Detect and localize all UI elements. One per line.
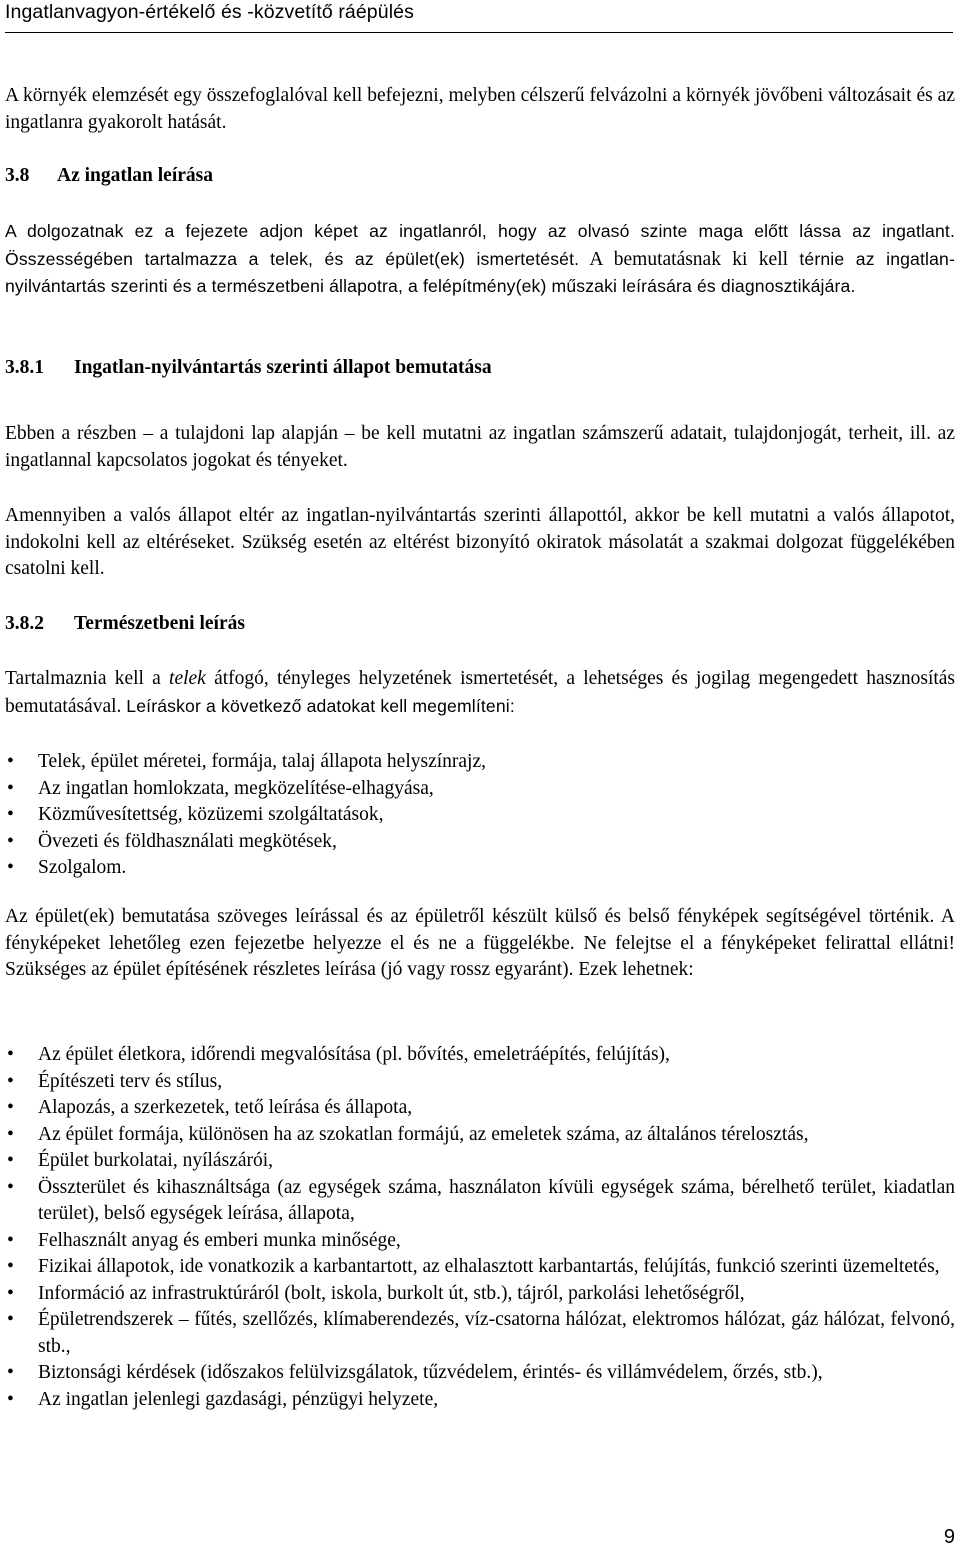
list-item-text: Övezeti és földhasználati megkötések,	[38, 830, 337, 852]
bullet-icon: •	[7, 1388, 14, 1410]
paragraph-sans-part: Leíráskor a következő adatokat kell megemlíteni:	[126, 695, 515, 716]
paragraph-text: Tartalmaznia kell a	[5, 668, 161, 689]
bullet-icon: •	[7, 1229, 14, 1251]
list-item-text: Az ingatlan jelenlegi gazdasági, pénzügyi helyzete,	[38, 1388, 439, 1410]
list-item	[5, 1360, 955, 1387]
bullet-list-2	[5, 1042, 955, 1413]
paragraph-sans-part-2: térnie az ingatlan-nyilvántartás szerinti és a természetbeni állapotra, a felépítmény(ek) műszaki leírására és diagnosztikájára.	[5, 248, 955, 296]
header-divider	[5, 32, 953, 33]
bullet-icon: •	[7, 830, 14, 852]
list-item	[5, 776, 955, 803]
list-item	[5, 802, 955, 829]
list-item-text: Biztonsági kérdések (időszakos felülvizsgálatok, tűzvédelem, érintés- és villámvédelem, őrzés, stb.),	[38, 1362, 823, 1383]
section-3-8-1-paragraph-2: Amennyiben a valós állapot eltér az ingatlan-nyilvántartás szerinti állapottól, akkor be kell mutatni a valós állapotot, indokolni kell az eltéréseket. Szükség esetén az eltérést bizonyító okiratok másolatát a szakmai dolgozat függelékében csatolni kell.	[5, 505, 955, 579]
section-3-8-2-paragraph-1	[5, 666, 955, 720]
list-item	[5, 1042, 955, 1069]
list-item-text: Felhasznált anyag és emberi munka minősége,	[38, 1229, 401, 1251]
bullet-icon: •	[7, 751, 14, 772]
list-item	[5, 1122, 955, 1149]
section-3-8-2-paragraph-2: Az épület(ek) bemutatása szöveges leírással és az épületről készült külső és belső fényképek segítségével történik. A fényképeket lehetőleg ezen fejezetbe helyezze el és ne a függelékbe. Ne felejtse el a fényképeket felirattal ellátni! Szükséges az épület építésének részletes leírása (jó vagy rossz egyaránt). Ezek lehetnek:	[5, 906, 955, 980]
bullet-icon: •	[7, 1097, 14, 1118]
list-item	[5, 1254, 955, 1281]
list-item	[5, 1148, 955, 1175]
heading-number: 3.8.2	[5, 613, 44, 634]
list-item-text: Épületrendszerek – fűtés, szellőzés, klímaberendezés, víz-csatorna hálózat, elektromos hálózat, gáz hálózat, felvonó, stb.,	[38, 1309, 955, 1357]
list-item-text: Az épület életkora, időrendi megvalósítása (pl. bővítés, emeletráépítés, felújítás),	[38, 1044, 670, 1065]
bullet-icon: •	[7, 1256, 14, 1277]
heading-number: 3.8	[5, 165, 30, 186]
section-3-8-paragraph	[5, 218, 955, 301]
bullet-icon: •	[7, 777, 14, 799]
list-item	[5, 1095, 955, 1122]
bullet-icon: •	[7, 1150, 14, 1171]
list-item-text: Az ingatlan homlokzata, megközelítése-elhagyása,	[38, 777, 434, 799]
bullet-icon: •	[7, 1309, 14, 1330]
list-item-text: Alapozás, a szerkezetek, tető leírása és állapota,	[38, 1097, 413, 1118]
list-item	[5, 1069, 955, 1096]
section-3-8-1-paragraph-1: Ebben a részben – a tulajdoni lap alapján – be kell mutatni az ingatlan számszerű adatait, tulajdonjogát, terheit, ill. az ingatlannal kapcsolatos jogokat és tényeket.	[5, 423, 955, 471]
list-item	[5, 1387, 955, 1414]
bullet-icon: •	[7, 1176, 14, 1198]
list-item-text: Szolgalom.	[38, 857, 127, 878]
list-item	[5, 1228, 955, 1255]
list-item	[5, 1281, 955, 1308]
list-item-text: Összterület és kihasználtsága (az egységek száma, használaton kívüli egységek száma, bérelhető terület, kiadatlan terület), belső egységek leírása, állapota,	[38, 1176, 955, 1224]
paragraph-text-2: átfogó, tényleges helyzetének ismertetését, a lehetséges és jogilag megengedett hasznosítás bemutatásával.	[5, 668, 956, 717]
paragraph-serif-part: A bemutatásnak ki kell	[589, 248, 789, 270]
list-item	[5, 1175, 955, 1228]
heading-3-8	[5, 163, 955, 190]
bullet-icon: •	[7, 1044, 14, 1065]
bullet-list-1	[5, 749, 955, 882]
bullet-icon: •	[7, 1282, 14, 1304]
emphasis-telek: telek	[169, 668, 206, 689]
bullet-icon: •	[7, 1362, 14, 1383]
heading-title: Természetbeni leírás	[74, 613, 245, 634]
list-item-text: Építészeti terv és stílus,	[38, 1070, 223, 1092]
list-item-text: Az épület formája, különösen ha az szokatlan formájú, az emeletek száma, az általános térelosztás,	[38, 1123, 809, 1145]
list-item	[5, 749, 955, 776]
list-item-text: Információ az infrastruktúráról (bolt, iskola, burkolt út, stb.), tájról, parkolási lehetőségről,	[38, 1282, 745, 1304]
bullet-icon: •	[7, 857, 14, 878]
heading-3-8-2	[5, 611, 955, 638]
page-number: 9	[943, 1526, 955, 1548]
list-item	[5, 1307, 955, 1360]
list-item-text: Épület burkolatai, nyílászárói,	[38, 1150, 274, 1171]
bullet-icon: •	[7, 804, 14, 825]
heading-3-8-1	[5, 355, 955, 382]
paragraph-sans-part: A dolgozatnak ez a fejezete adjon képet az ingatlanról, hogy az olvasó szinte maga előtt lássa az ingatlant. Összességében tartalmazza a telek, és az épület(ek) ismertetését.	[5, 221, 955, 269]
list-item-text: Közművesítettség, közüzemi szolgáltatások,	[38, 804, 384, 825]
bullet-icon: •	[7, 1123, 14, 1145]
running-header: Ingatlanvagyon-értékelő és -közvetítő ráépülés	[5, 1, 414, 23]
list-item	[5, 829, 955, 856]
bullet-icon: •	[7, 1070, 14, 1092]
heading-title: Az ingatlan leírása	[57, 165, 213, 186]
list-item	[5, 855, 955, 882]
intro-paragraph: A környék elemzését egy összefoglalóval kell befejezni, melyben célszerű felvázolni a környék jövőbeni változásait és az ingatlanra gyakorolt hatását.	[5, 85, 955, 133]
list-item-text: Fizikai állapotok, ide vonatkozik a karbantartott, az elhalasztott karbantartás, felújítás, funkció szerinti üzemeltetés,	[38, 1256, 940, 1277]
heading-number: 3.8.1	[5, 357, 44, 378]
heading-title: Ingatlan-nyilvántartás szerinti állapot bemutatása	[74, 357, 492, 378]
list-item-text: Telek, épület méretei, formája, talaj állapota helyszínrajz,	[38, 751, 487, 772]
